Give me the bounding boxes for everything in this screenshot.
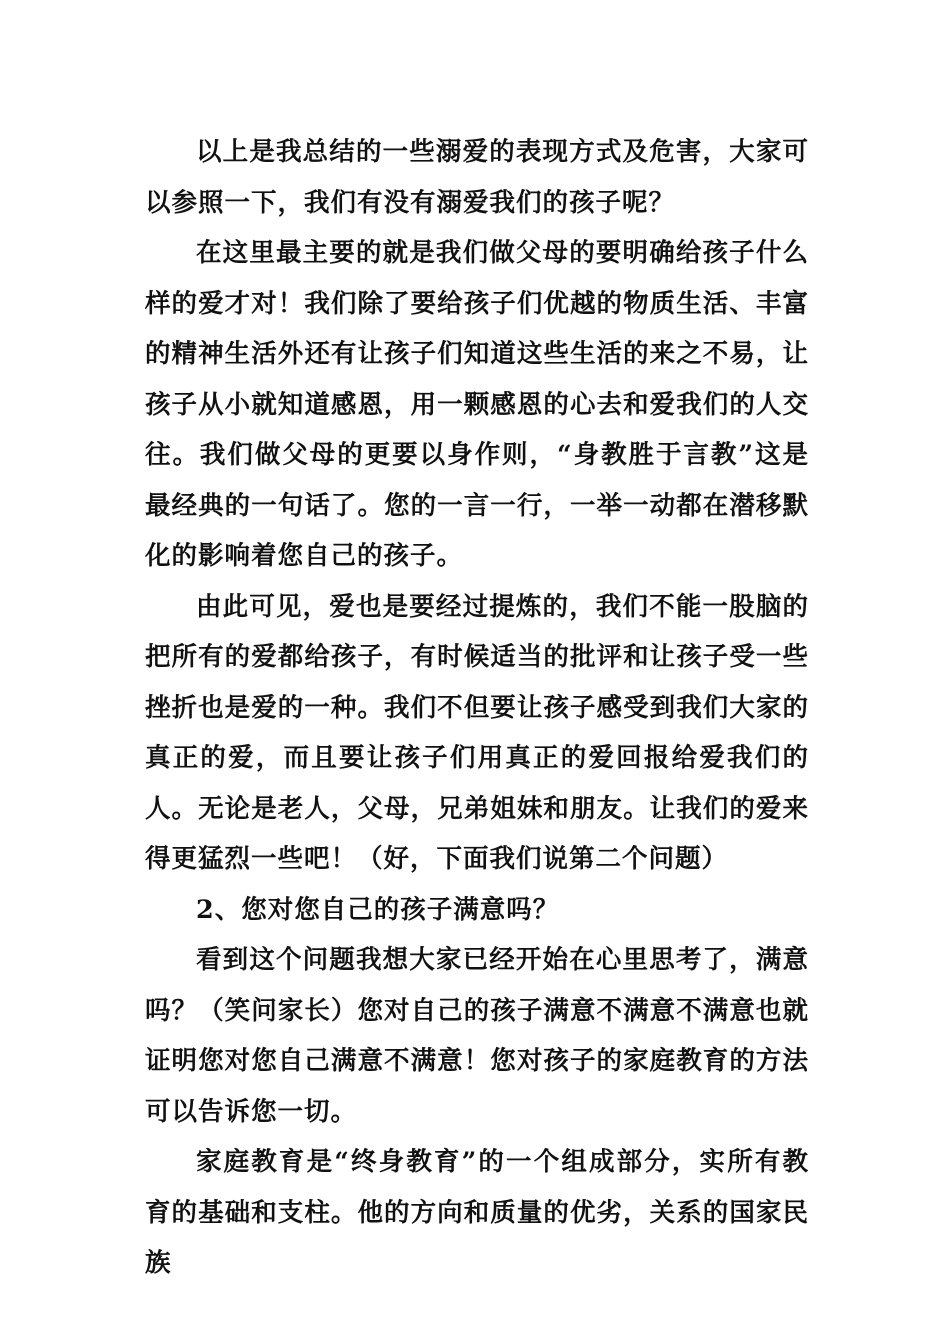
paragraph-family-education: 家庭教育是“终身教育”的一个组成部分，实所有教育的基础和支柱。他的方向和质量的优劣，关系的国家民族 — [145, 1147, 809, 1278]
paragraph-satisfaction: 看到这个问题我想大家已经开始在心里思考了，满意吗？（笑问家长）您对自己的孩子满意不满意不满意也就证明您对您自己满意不满意！您对孩子的家庭教育的方法可以告诉您一切。 — [145, 945, 809, 1127]
paragraph-refined-love: 由此可见，爱也是要经过提炼的，我们不能一股脑的把所有的爱都给孩子，有时候适当的批评和让孩子受一些挫折也是爱的一种。我们不但要让孩子感受到我们大家的真正的爱，而且要让孩子们用真正的爱回报给爱我们的人。无论是老人，父母，兄弟姐妹和朋友。让我们的爱来得更猛烈一些吧！（好，下面我们说第二个问题） — [145, 591, 809, 874]
body-text — [145, 127, 809, 1289]
paragraph-summary: 以上是我总结的一些溺爱的表现方式及危害，大家可以参照一下，我们有没有溺爱我们的孩子呢？ — [145, 137, 809, 218]
section-heading-question-2: 2、您对您自己的孩子满意吗？ — [196, 894, 560, 925]
paragraph-parent-love: 在这里最主要的就是我们做父母的要明确给孩子什么样的爱才对！我们除了要给孩子们优越的物质生活、丰富的精神生活外还有让孩子们知道这些生活的来之不易，让孩子从小就知道感恩，用一颗感恩的心去和爱我们的人交往。我们做父母的更要以身作则，“身教胜于言教”这是最经典的一句话了。您的一言一行，一举一动都在潜移默化的影响着您自己的孩子。 — [145, 238, 809, 571]
